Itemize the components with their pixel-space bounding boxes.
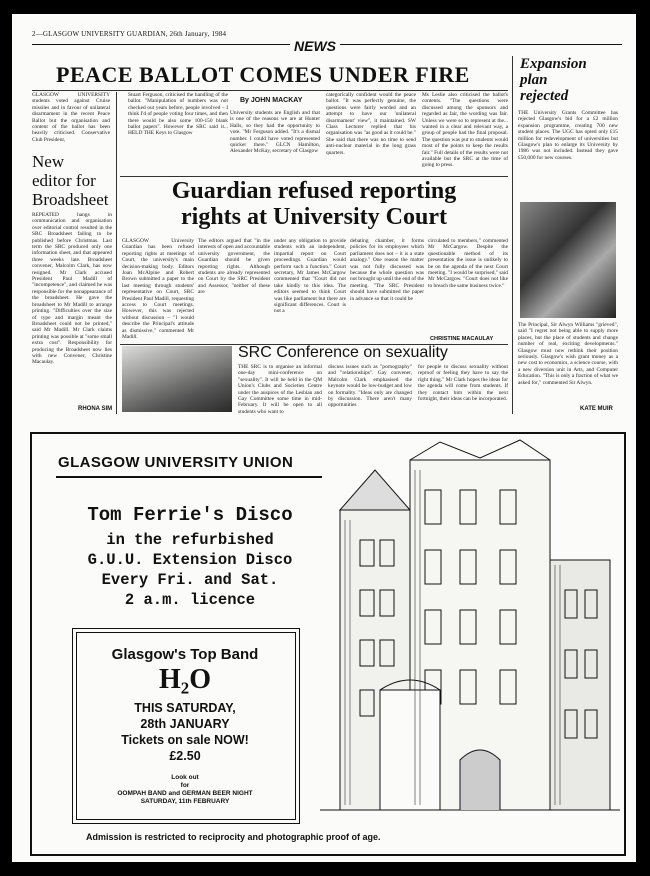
story3-col2: The editors argued that "in the interests of open and accountable university government, the Guardian should be given reporting rights. Although students are already represented on Court by the SRC President and Assessor, "neither of these are: [198, 238, 270, 296]
story1-col4: categorically confident would the peace ballot. "It was perfectly genuine, the questions were fairly worded and an attempt to have our 'unilateral disarmament' view", it maintained. SW Class Lecturer replied that his organisation was "as good as it could be." She said that there was no time to send anti-nuclear material in the long grass quarters.: [326, 92, 416, 156]
story5-body: THE University Grants Committee has rejected Glasgow's bid for a £2 million expansion programme, creating 700 new student places. The UGC has opted only £15 million for redevelopment of universities but Glasgow's plan to enlarge its University by 1986 was not included. Instead they gave £50,000 for new courses.: [518, 110, 618, 161]
story5-author: KATE MUIR: [580, 406, 613, 412]
lookout-line: Look out: [171, 774, 199, 781]
story3-author: CHRISTINE MACAULAY: [430, 336, 494, 342]
headline-line: Broadsheet: [32, 190, 109, 209]
lookout-line: OOMPAH BAND and GERMAN BEER NIGHT: [117, 790, 253, 797]
column-rule: [116, 92, 117, 414]
rule: [32, 90, 508, 91]
story5-caption: The Principal, Sir Alwyn Williams "grieved", said "I regret not being able to supply more places, but the place of students and change number of real, exciting developments." Glasgow must now rethink their position seriously. Glasgow's wish grant money as a new cost to economics, a science course, with a new diversion unit in Arts, and Computer Education. "This is only a fraction of what we asked for," commented Sir Alwyn.: [518, 322, 618, 386]
event-line: 28th JANUARY: [140, 717, 230, 731]
event-line: £2.50: [169, 749, 201, 763]
rule: [120, 176, 508, 177]
band-intro: Glasgow's Top Band: [111, 646, 259, 663]
headline-line: Guardian refused reporting: [171, 178, 457, 204]
disco-line: in the refurbished: [106, 531, 274, 549]
story5-headline[interactable]: [520, 56, 587, 104]
story3-headline[interactable]: [122, 178, 506, 230]
story1-col2: Stuart Ferguson, criticised the handling of the ballot. "Manipulation of numbers was not checked out years before, people involved – I think I'd of people voting four times, and then there would be also some 100-150 blank ballot papers". However the SRC said it... HELD THE Keys to Glasgow: [128, 92, 228, 137]
disco-lines: [40, 530, 340, 610]
university-building-illustration: [320, 440, 620, 825]
disco-line: G.U.U. Extension Disco: [87, 551, 293, 569]
lookout-line: for: [180, 782, 190, 789]
story1-col5: Ms Leslie also criticised the ballot's contents. "The questions were discussed among the sponsors and regarded as fair, the wording was fair. Unless we were so to represent at the... wanted in a clear and relevant way, a group of people had the final proposal. The question was put to students would most of the points to keep the results fair." Full details of the results were not available but the SRC at the time of going to press.: [422, 92, 508, 169]
headline-line: editor for: [32, 171, 96, 190]
disco-line: Every Fri. and Sat.: [101, 571, 279, 589]
event-line: THIS SATURDAY,: [134, 701, 236, 715]
story1-headline[interactable]: PEACE BALLOT COMES UNDER FIRE: [56, 62, 470, 87]
story3-col1: GLASGOW University Guardian has been refused reporting rights at meetings of Court, the university's main decision-making body. Editors Joan McAlpine and Robert Brown submitted a paper to the last meeting through students' representative on Court, SRC President Paul Madill, requesting access to Court meetings. However, this was rejected without discussion – "I would describe the Principal's attitude as dismissive," commented Mr Madill.: [122, 238, 194, 341]
event-lines: [78, 700, 292, 764]
story1-byline: By JOHN MACKAY: [240, 97, 303, 104]
disco-line: 2 a.m. licence: [124, 591, 256, 609]
column-rule: [512, 56, 513, 414]
section-label: NEWS: [290, 38, 340, 54]
story1-col1: GLASGOW UNIVERSITY students voted against Cruise missiles and in favour of unilateral disarmament in the recent Peace Ballot but the organisation and content of the ballot has been heavily criticised. Conservative Club President,: [32, 92, 110, 143]
admission-note: Admission is restricted to reciprocity and photographic proof of age.: [86, 832, 381, 842]
story2-body: REPEATED hangs in communication and organisation over editorial control resulted in the SRC Broadsheet failing to be published before Christmas. Last term the SRC produced only one information sheet, and that appeared three weeks late. Broadsheet convener, Malcolm Clark, has now resigned. Mr Clark accused President Paul Madill of "incompetence", and claimed he was responsible for the nonappearance of the broadsheet. He gave the broadsheet to Mr Madill to arrange printing. "Difficulties over the size of type and margin meant the Broadsheet could not be printed," said Mr Madill. Mr Clark claims printing was possible at "some small extra cost". Responsibility for producing the Broadsheet now lies with new Convener, Christine Macaulay.: [32, 212, 112, 366]
story3-col5: circulated to members," commented Mr McCargow. Despite the questionable method of its presentation the issue is unlikely to be on the agenda of the next Court meeting. "I would be surprised," said Mr McCargow. "Court does not like to breach the same business twice.": [428, 238, 509, 289]
principal-photo: [520, 202, 616, 318]
story3-col4: debating chamber, it forms policies for its employees which parliament does not – it is a state analogy." One reason the matter was not fully discussed was because the whole question was not brought up until the end of the meeting. "The SRC President should have submitted the paper in advance so that it could be: [350, 238, 424, 302]
headline-line: rights at University Court: [181, 204, 447, 230]
headline-line: Expansion: [520, 56, 587, 72]
ad-org: GLASGOW UNIVERSITY UNION: [58, 454, 294, 471]
lookout-line: SATURDAY, 11th FEBRUARY: [140, 798, 230, 805]
story4-headline[interactable]: SRC Conference on sexuality: [238, 344, 448, 361]
story2-headline[interactable]: [32, 152, 108, 209]
story4-col1: THE SRC is to organise an informal one-day mini-conference on "sexuality". It will be held in the QM Union's Clubs and Societies Centre under the auspices of the Lesbian and Gay Committee some time in mid-February. It will be open to all students who want to: [238, 364, 322, 415]
news-photo: [122, 346, 232, 412]
ad-rule: [56, 476, 322, 478]
lookout-lines: [78, 774, 292, 806]
headline-line: plan: [520, 72, 548, 88]
headline-line: rejected: [520, 88, 569, 104]
story1-col3: University students are English and that is one of the reasons we are at Hunter Halls, so they had the opportunity to vote. "Mr Ferguson added. "It's a dismal number. I could have voted represented quicker there." GLCN Hamilton, Alexander McKay, secretary of Glasgow: [230, 110, 320, 155]
story4-col3: for people to discuss sexuality without reproof or feeling they have to say the right thing." Mr Clark hopes the ideas for the agenda will come from students. If they contact him within the next fortnight, their ideas can be incorporated.: [418, 364, 508, 403]
disco-title: Tom Ferrie's Disco: [87, 504, 293, 526]
story3-col3: under any obligation to provide students with an independent, impartial report on Court proceedings. Guardian would perform such a function." Court secretary, Mr James McCargow commented that "Court did not take kindly to this idea. The editors seemed to think Court was like parliament but there are significant differences. Court is not a: [274, 238, 346, 315]
band-name: H₂O: [159, 664, 211, 695]
story2-author: RHONA SIM: [78, 406, 113, 412]
headline-line: New: [32, 152, 65, 171]
event-line: Tickets on sale NOW!: [121, 733, 249, 747]
story4-col2: discuss issues such as "pornography" and "relationships". Gay convener, Malcolm Clark emphasised the keynote would be low-budget and low on formality. "Ideas only are changed by discussion. There aren't many opportunities: [328, 364, 412, 409]
masthead: 2—GLASGOW UNIVERSITY GUARDIAN, 26th January, 1984: [32, 30, 227, 38]
